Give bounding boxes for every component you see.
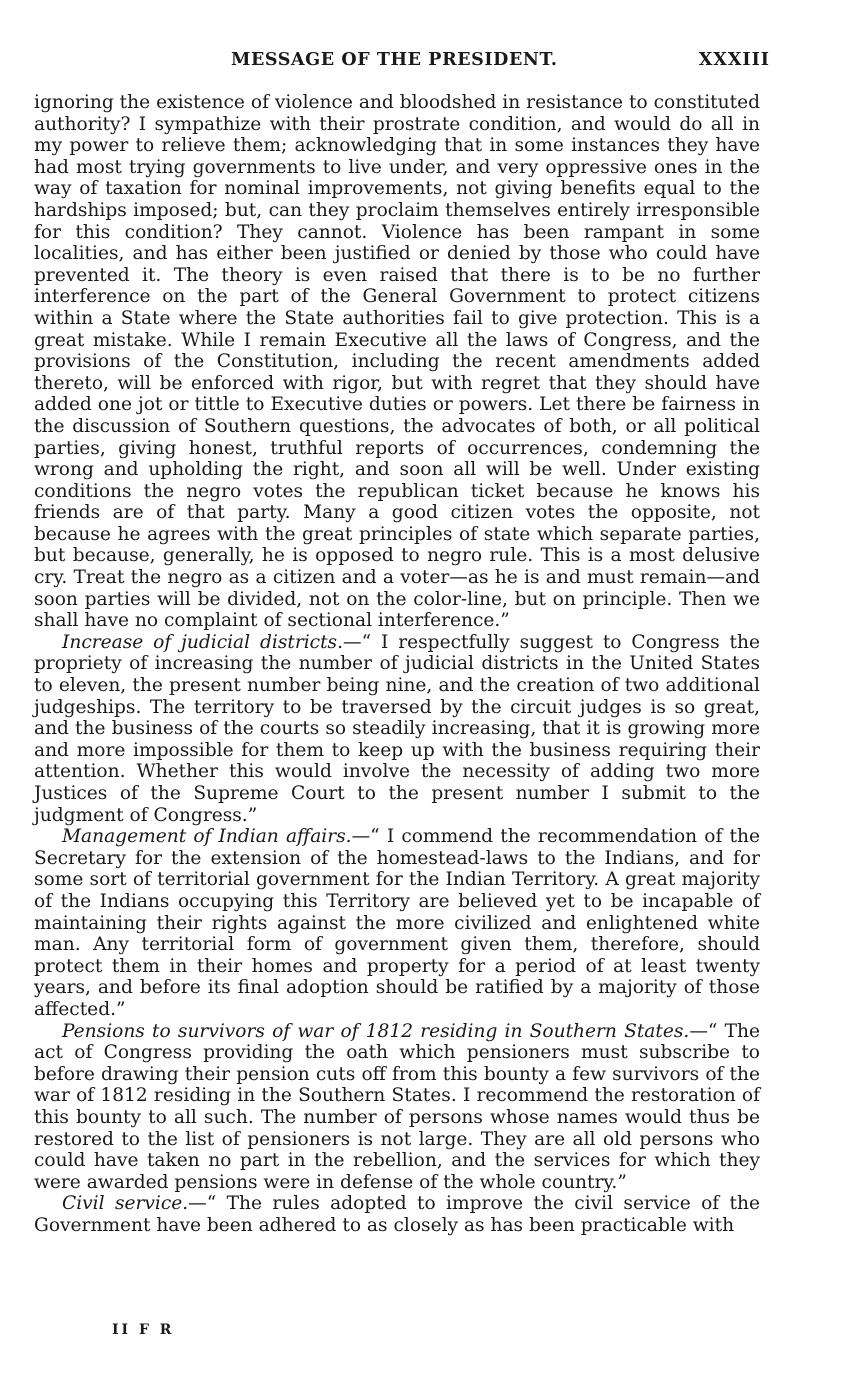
paragraph-text: —“ I respectfully suggest to Congress the propriety of increasing the number of judicial districts in the United States to eleven, the present number being nine, and the creation of two additional judgeships. The territory to be traversed by the circuit judges is so great, and the business of the courts so steadily increasing, that it is growing more and more impossible for them to keep up with the business requiring their attention. Whether this would involve the necessity of adding two more Justices of the Supreme Court to the present number I submit to the judgment of Congress.” (34, 631, 760, 826)
page (34, 44, 770, 1236)
paragraph-judicial-districts (34, 632, 760, 826)
section-heading: Civil service. (62, 1193, 189, 1215)
paragraph-text: ignoring the existence of violence and bloodshed in resistance to constituted authority? I sympathize with their prostrate condition, and would do all in my power to relieve them; acknowledging that in some instances they have had most trying governments to live under, and very oppressive ones in the way of taxation for nominal improvements, not giving benefits equal to the hardships imposed; but, can they proclaim themselves entirely irresponsible for this condition? They cannot. Violence has been rampant in some localities, and has either been justified or denied by those who could have prevented it. The theory is even raised that there is to be no further interference on the part of the General Government to protect citizens within a State where the State authorities fail to give protection. This is a great mistake. While I remain Executive all the laws of Congress, and the provisions of the Constitution, including the recent amendments added thereto, will be enforced with rigor, but with regret that they should have added one jot or tittle to Executive duties or powers. Let there be fairness in the discussion of Southern questions, the advocates of both, or all political parties, giving honest, truthful reports of occurrences, condemning the wrong and upholding the right, and soon all will be well. Under existing conditions the negro votes the republican ticket because he knows his friends are of that party. Many a good citizen votes the opposite, not because he agrees with the great principles of state which separate parties, but because, generally, he is opposed to negro rule. This is a most delusive cry. Treat the negro as a citizen and a voter—as he is and must remain—and soon parties will be divided, not on the color-line, but on principle. Then we shall have no complaint of sectional interference.” (34, 92, 760, 632)
running-head (34, 44, 770, 72)
paragraph-text: —“ I commend the recommendation of the Secretary for the extension of the homestead-laws to the Indians, and for some sort of territorial government for the Indian Territory. A great majority of the Indians occupying this Territory are believed yet to be incapable of maintaining their rights against the more civilized and enlightened white man. Any territorial form of government given them, therefore, should protect them in their homes and property for a period of at least twenty years, and before its final adoption should be ratified by a majority of those affected.” (34, 826, 760, 1020)
page-number: XXXIII (698, 50, 770, 70)
section-heading: Increase of judicial districts. (62, 631, 344, 653)
paragraph-text: —“ The act of Congress providing the oath which pensioners must subscribe to before drawing their pension cuts off from this bounty a few survivors of the war of 1812 residing in the Southern States. I recommend the restoration of this bounty to all such. The number of persons whose names would thus be restored to the list of pensioners is not large. They are all old persons who could have taken no part in the rebellion, and the services for which they were awarded pensions were in defense of the whole country.” (34, 1020, 760, 1193)
paragraph-pensions (34, 1021, 760, 1194)
paragraph-indian-affairs (34, 826, 760, 1020)
section-heading: Management of Indian affairs. (62, 826, 352, 848)
paragraph-civil-service (34, 1193, 760, 1236)
paragraph-continuation (34, 92, 760, 632)
signature-mark: II F R (112, 1322, 175, 1338)
body-text (34, 92, 760, 1236)
paragraph-text: —“ The rules adopted to improve the civil service of the Government have been adhered to as closely as has been practicable with (34, 1193, 760, 1236)
running-head-title: MESSAGE OF THE PRESIDENT. (231, 50, 558, 70)
section-heading: Pensions to survivors of war of 1812 residing in Southern States. (62, 1020, 690, 1042)
